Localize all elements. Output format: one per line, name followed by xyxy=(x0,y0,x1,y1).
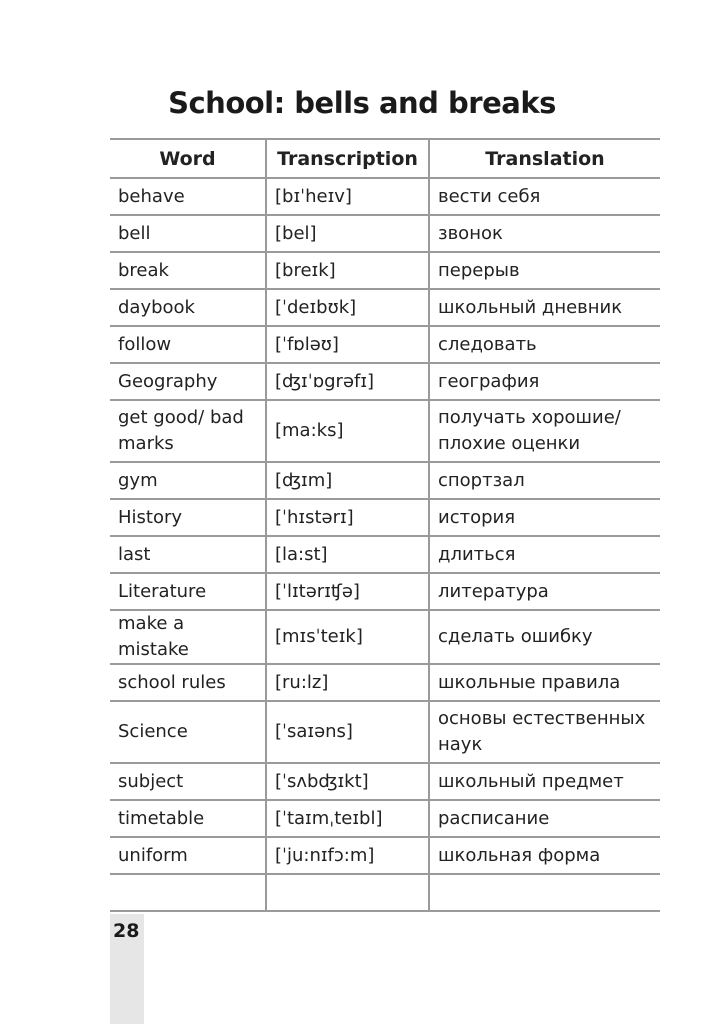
word-cell: last xyxy=(110,536,266,573)
translation-cell: школьный дневник xyxy=(429,289,660,326)
translation-cell: школьные правила xyxy=(429,664,660,701)
transcription-cell: [ˈju:nɪfɔ:m] xyxy=(266,837,429,874)
translation-cell: длиться xyxy=(429,536,660,573)
vocabulary-table xyxy=(110,138,660,912)
transcription-cell: [ʤɪm] xyxy=(266,462,429,499)
transcription-cell: [ʤɪˈɒgrəfɪ] xyxy=(266,363,429,400)
table-row-empty xyxy=(110,874,660,911)
transcription-cell: [ˈsʌbʤɪkt] xyxy=(266,763,429,800)
column-header-transcription: Transcription xyxy=(266,139,429,178)
table-row xyxy=(110,462,660,499)
transcription-cell: [ˈfɒləʊ] xyxy=(266,326,429,363)
word-cell: follow xyxy=(110,326,266,363)
translation-cell: основы естественных наук xyxy=(429,701,660,763)
transcription-cell: [ˈdeɪbʊk] xyxy=(266,289,429,326)
transcription-cell: [breɪk] xyxy=(266,252,429,289)
word-cell: make a mistake xyxy=(110,610,266,664)
table-row xyxy=(110,573,660,610)
column-header-word: Word xyxy=(110,139,266,178)
transcription-cell: [ˈsaɪəns] xyxy=(266,701,429,763)
word-cell: Geography xyxy=(110,363,266,400)
transcription-cell: [ma:ks] xyxy=(266,400,429,462)
word-cell: bell xyxy=(110,215,266,252)
table-row xyxy=(110,536,660,573)
column-header-translation: Translation xyxy=(429,139,660,178)
table-row xyxy=(110,610,660,664)
translation-cell: литература xyxy=(429,573,660,610)
table-row xyxy=(110,837,660,874)
transcription-cell: [bel] xyxy=(266,215,429,252)
word-cell: school rules xyxy=(110,664,266,701)
transcription-cell: [mɪsˈteɪk] xyxy=(266,610,429,664)
page-number: 28 xyxy=(113,920,140,942)
word-cell: timetable xyxy=(110,800,266,837)
table-row xyxy=(110,252,660,289)
transcription-cell: [ˈhɪstərɪ] xyxy=(266,499,429,536)
table-row xyxy=(110,178,660,215)
word-cell: get good/ bad marks xyxy=(110,400,266,462)
table-row xyxy=(110,499,660,536)
word-cell xyxy=(110,874,266,911)
transcription-cell: [bɪˈheɪv] xyxy=(266,178,429,215)
translation-cell xyxy=(429,874,660,911)
word-cell: behave xyxy=(110,178,266,215)
table-row xyxy=(110,664,660,701)
translation-cell: получать хорошие/ плохие оценки xyxy=(429,400,660,462)
word-cell: subject xyxy=(110,763,266,800)
table-row xyxy=(110,363,660,400)
table-header-row xyxy=(110,139,660,178)
word-cell: break xyxy=(110,252,266,289)
table-row xyxy=(110,289,660,326)
table-row xyxy=(110,763,660,800)
page-title: School: bells and breaks xyxy=(168,86,556,120)
transcription-cell xyxy=(266,874,429,911)
translation-cell: школьная форма xyxy=(429,837,660,874)
table-row xyxy=(110,215,660,252)
translation-cell: звонок xyxy=(429,215,660,252)
translation-cell: история xyxy=(429,499,660,536)
table-row xyxy=(110,800,660,837)
translation-cell: география xyxy=(429,363,660,400)
word-cell: History xyxy=(110,499,266,536)
translation-cell: сделать ошибку xyxy=(429,610,660,664)
word-cell: daybook xyxy=(110,289,266,326)
transcription-cell: [ˈtaɪmˌteɪbl] xyxy=(266,800,429,837)
translation-cell: расписание xyxy=(429,800,660,837)
table-row xyxy=(110,326,660,363)
transcription-cell: [la:st] xyxy=(266,536,429,573)
translation-cell: перерыв xyxy=(429,252,660,289)
translation-cell: спортзал xyxy=(429,462,660,499)
table-row xyxy=(110,701,660,763)
translation-cell: школьный предмет xyxy=(429,763,660,800)
translation-cell: следовать xyxy=(429,326,660,363)
transcription-cell: [ru:lz] xyxy=(266,664,429,701)
word-cell: uniform xyxy=(110,837,266,874)
table-row xyxy=(110,400,660,462)
word-cell: gym xyxy=(110,462,266,499)
transcription-cell: [ˈlɪtərɪʧə] xyxy=(266,573,429,610)
word-cell: Literature xyxy=(110,573,266,610)
word-cell: Science xyxy=(110,701,266,763)
translation-cell: вести себя xyxy=(429,178,660,215)
